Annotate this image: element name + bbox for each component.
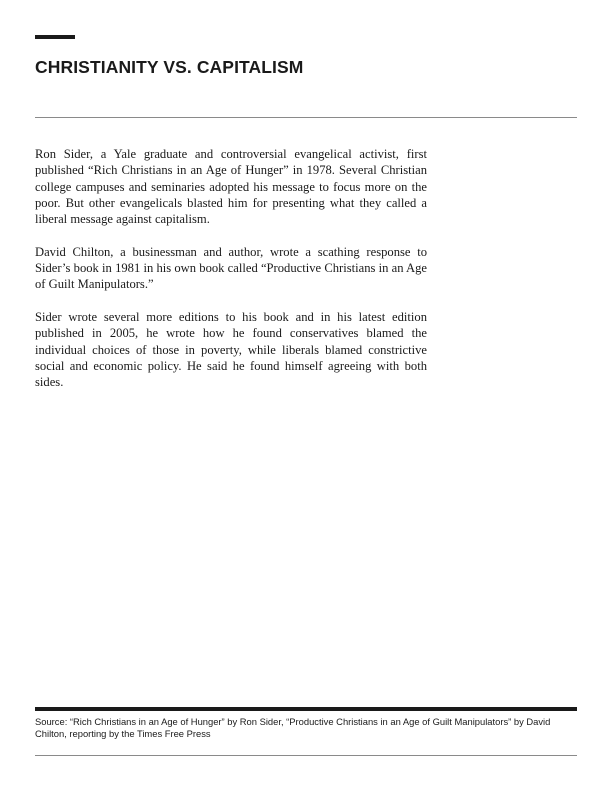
- body-paragraph: Ron Sider, a Yale graduate and controversial evangelical activist, first published “Rich Christians in an Age of Hunger” in 1978. Several Christian college campuses and seminaries adopted his message to focus more on the poor. But other evangelicals blasted him for presenting what they called a liberal message against capitalism.: [35, 147, 427, 227]
- title-accent-bar: [35, 35, 75, 39]
- article-body: [35, 146, 427, 407]
- source-citation: Source: “Rich Christians in an Age of Hunger” by Ron Sider, “Productive Christians in an Age of Guilt Manipulators” by David Chilton, reporting by the Times Free Press: [35, 716, 551, 740]
- body-paragraph: Sider wrote several more editions to his book and in his latest edition published in 2005, he wrote how he found conservatives blamed the individual choices of those in poverty, while liberals blamed constrictive social and economic policy. He said he found himself agreeing with both sides.: [35, 309, 427, 390]
- body-paragraph: David Chilton, a businessman and author, wrote a scathing response to Sider’s book in 1981 in his own book called “Productive Christians in an Age of Guilt Manipulators.”: [35, 244, 427, 292]
- bottom-divider: [35, 755, 577, 756]
- footer-divider: [35, 707, 577, 711]
- page-title: CHRISTIANITY VS. CAPITALISM: [35, 57, 304, 77]
- header-divider: [35, 117, 577, 118]
